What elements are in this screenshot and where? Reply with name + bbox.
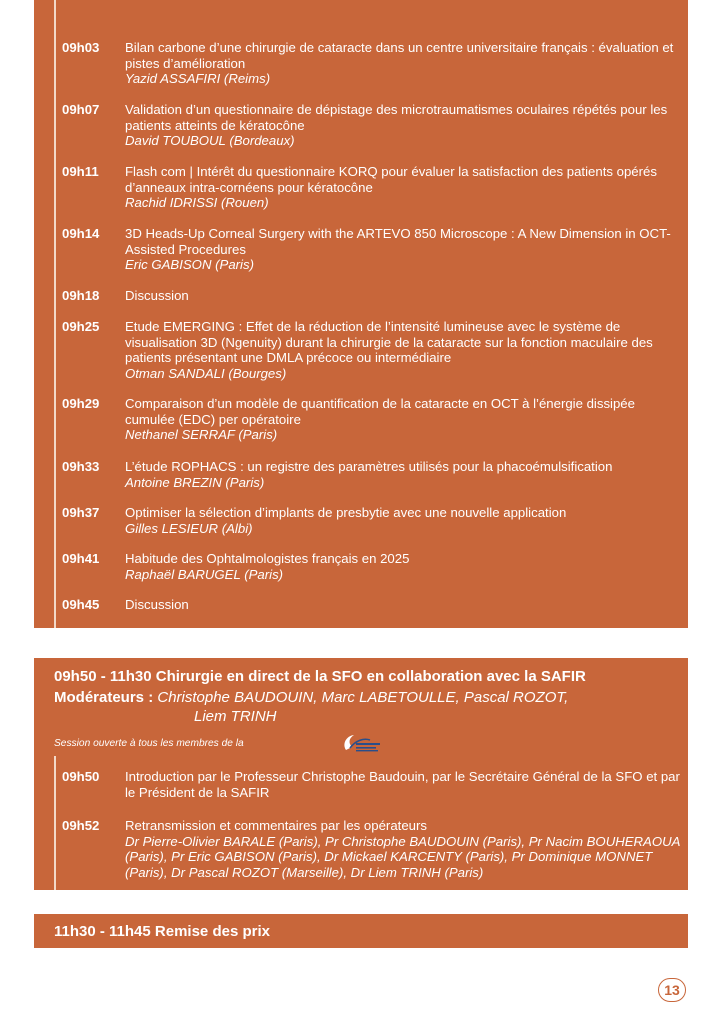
talk-speaker: Antoine BREZIN (Paris)	[125, 474, 265, 490]
talk-title: Bilan carbone d’une chirurgie de cataracte dans un centre universitaire français : évaluation et pistes d’amélioration	[125, 40, 674, 71]
talk-speaker: Nethanel SERRAF (Paris)	[125, 427, 278, 443]
talk-title: Discussion	[125, 597, 189, 612]
talk-speaker: David TOUBOUL (Bordeaux)	[125, 133, 295, 149]
talk-speaker: Raphaël BARUGEL (Paris)	[125, 566, 284, 582]
talk-time: 09h03	[62, 40, 100, 55]
page-number: 13	[658, 978, 686, 1002]
vertical-rule	[54, 0, 56, 628]
talk-speakers: Dr Pierre-Olivier BARALE (Paris), Pr Christophe BAUDOUIN (Paris), Pr Nacim BOUHERAOUA (Paris), Pr Eric GABISON (Paris), Dr Mickael KARCENTY (Paris), Pr Dominique MONNET (Paris), Dr Pascal ROZOT (Marseille), Dr Liem TRINH (Paris)	[125, 833, 680, 880]
talk-title: Introduction par le Professeur Christophe Baudouin, par le Secrétaire Général de la SFO et par le Président de la SAFIR	[125, 769, 680, 800]
talk-speaker: Yazid ASSAFIRI (Reims)	[125, 71, 271, 87]
session-panel-live-surgery	[34, 658, 688, 890]
talk-title: Validation d’un questionnaire de dépistage des microtraumatismes oculaires répétés pour les patients atteints de kératocône	[125, 102, 668, 133]
talk-speaker: Rachid IDRISSI (Rouen)	[125, 195, 269, 211]
talk-speaker: Gilles LESIEUR (Albi)	[125, 520, 253, 536]
talk-time: 09h33	[62, 459, 100, 474]
talk-speaker: Eric GABISON (Paris)	[125, 257, 254, 273]
talk-time: 09h11	[62, 164, 99, 179]
talk-time: 09h50	[62, 769, 100, 784]
safir-logo-icon	[340, 732, 384, 754]
session-heading: 11h30 - 11h45 Remise des prix	[54, 923, 270, 940]
talk-title: Etude EMERGING : Effet de la réduction de l’intensité lumineuse avec le système de visualisation 3D (Ngenuity) durant la chirurgie de la cataracte sur la fonction maculaire des patients présentant une DMLA précoce ou intermédiaire	[125, 319, 653, 366]
talk-title: Discussion	[125, 288, 189, 303]
moderators-names-continued: Liem TRINH	[194, 708, 277, 725]
talk-time: 09h25	[62, 319, 100, 334]
talk-title: 3D Heads-Up Corneal Surgery with the ARTEVO 850 Microscope : A New Dimension in OCT-Assisted Procedures	[125, 226, 671, 257]
talk-time: 09h29	[62, 396, 100, 411]
session-panel-awards	[34, 914, 688, 948]
talk-speaker: Otman SANDALI (Bourges)	[125, 365, 287, 381]
session-panel-morning	[34, 0, 688, 628]
talk-time: 09h52	[62, 818, 100, 833]
talk-time: 09h37	[62, 505, 100, 520]
talk-title: Optimiser la sélection d’implants de presbytie avec une nouvelle application	[125, 505, 567, 520]
talk-title: Flash com | Intérêt du questionnaire KORQ pour évaluer la satisfaction des patients opérés d’anneaux intra-cornéens pour kératocône	[125, 164, 657, 195]
talk-time: 09h14	[62, 226, 100, 241]
vertical-rule	[54, 756, 56, 890]
talk-time: 09h45	[62, 597, 100, 612]
moderators	[54, 688, 678, 725]
talk-time: 09h07	[62, 102, 100, 117]
talk-time: 09h18	[62, 288, 100, 303]
open-session-note: Session ouverte à tous les membres de la	[54, 738, 244, 749]
session-heading: 09h50 - 11h30 Chirurgie en direct de la SFO en collaboration avec la SAFIR	[54, 668, 586, 685]
moderators-names: Christophe BAUDOUIN, Marc LABETOULLE, Pascal ROZOT,	[157, 689, 569, 706]
talk-time: 09h41	[62, 551, 100, 566]
talk-title: L’étude ROPHACS : un registre des paramètres utilisés pour la phacoémulsification	[125, 459, 613, 474]
talk-title: Habitude des Ophtalmologistes français en 2025	[125, 551, 410, 566]
moderators-label: Modérateurs :	[54, 689, 154, 706]
talk-title: Retransmission et commentaires par les opérateurs	[125, 818, 427, 833]
talk-title: Comparaison d’un modèle de quantification de la cataracte en OCT à l’énergie dissipée cumulée (EDC) per opératoire	[125, 396, 635, 427]
